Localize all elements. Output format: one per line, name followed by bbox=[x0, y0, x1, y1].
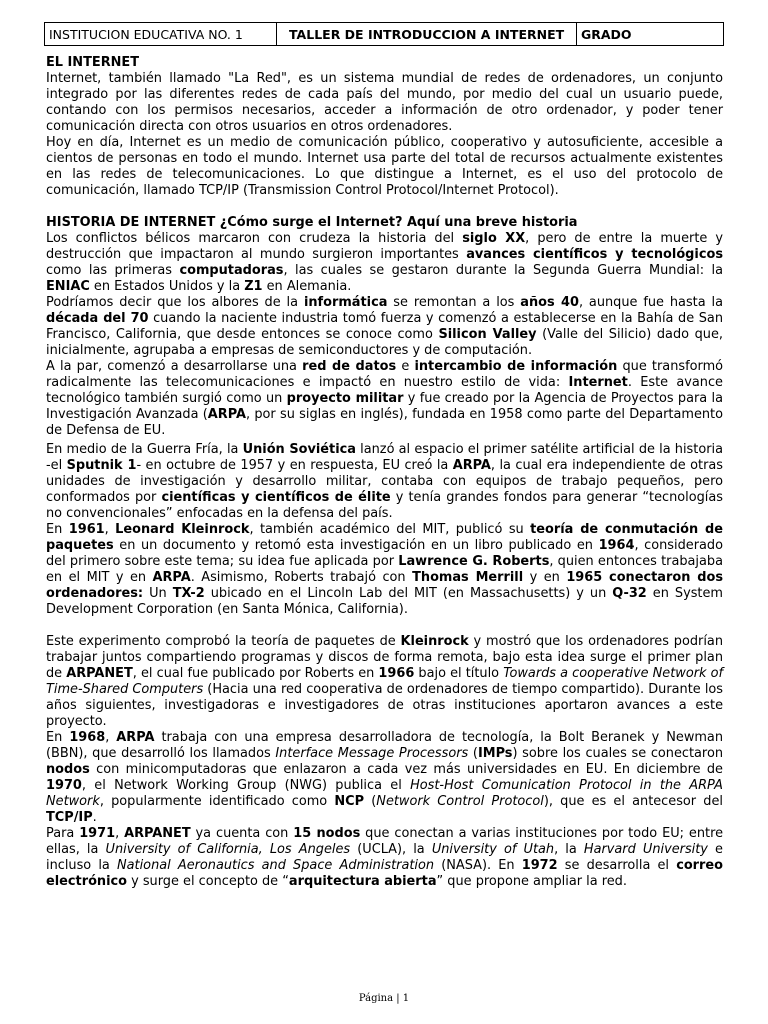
text-run: informática bbox=[303, 295, 388, 310]
text-run: Lawrence G. Roberts bbox=[398, 554, 550, 569]
text-run: arquitectura abierta bbox=[288, 874, 437, 889]
text-run: se desarrolla el bbox=[557, 858, 677, 873]
paragraph-history bbox=[46, 730, 723, 826]
text-run: Los conflictos bélicos marcaron con crudeza la historia del bbox=[46, 231, 463, 246]
text-run: (Valle del Silicio) dado que, inicialmente, agrupaba a empresas de semiconductores y de computación. bbox=[46, 327, 723, 358]
section-title-history: HISTORIA DE INTERNET ¿Cómo surge el Internet? Aquí una breve historia bbox=[46, 215, 578, 230]
text-run: , aunque fue hasta la bbox=[578, 295, 723, 310]
text-run: (NASA). En bbox=[434, 858, 522, 873]
text-run: University of California, Los Angeles bbox=[105, 842, 351, 857]
text-run: correo electrónico bbox=[46, 858, 723, 889]
text-run: y surge el concepto de “ bbox=[127, 874, 289, 889]
text-run: trabaja con una empresa desarrolladora de tecnología, la Bolt Beranek y Newman (BBN), que desarrolló los llamados bbox=[46, 730, 723, 761]
text-run: proyecto militar bbox=[286, 391, 404, 406]
text-run: 1970 bbox=[46, 778, 82, 793]
text-run: . Asimismo, Roberts trabajó con bbox=[190, 570, 413, 585]
text-run: ” que propone ampliar la red. bbox=[436, 874, 627, 889]
text-run: con minicomputadoras que enlazaron a cada vez más universidades en EU. En diciembre de bbox=[89, 762, 723, 777]
page-footer: Página | 1 bbox=[358, 993, 410, 1004]
text-run: Q-32 bbox=[612, 586, 647, 601]
text-run: Silicon Valley bbox=[438, 327, 537, 342]
text-run: computadoras bbox=[179, 263, 284, 278]
text-run: 1965 conectaron dos ordenadores: bbox=[46, 570, 723, 601]
text-run: nodos bbox=[46, 762, 90, 777]
text-run: Leonard Kleinrock bbox=[115, 522, 250, 537]
text-run: y mostró que los ordenadores podrían trabajar juntos compartiendo programas y discos de forma remota, bajo esta idea surge el primer plan de bbox=[46, 634, 723, 681]
text-run: , las cuales se gestaron durante la Segunda Guerra Mundial: la bbox=[283, 263, 723, 278]
text-run: 1964 bbox=[598, 538, 635, 553]
text-run: cuando la naciente industria tomó fuerza y comenzó a establecerse en la Bahía de San Francisco, California, que desde entonces se conoce como bbox=[46, 311, 723, 342]
text-run: 1968 bbox=[69, 730, 106, 745]
text-run: National Aeronautics and Space Administration bbox=[117, 858, 435, 873]
text-run: A la par, comenzó a desarrollarse una bbox=[46, 359, 303, 374]
text-run: En bbox=[46, 730, 70, 745]
text-run: , bbox=[104, 522, 116, 537]
text-run: Towards a cooperative Network of Time-Shared Computers bbox=[46, 666, 724, 697]
text-run: red de datos bbox=[302, 359, 397, 374]
text-run: En medio de la Guerra Fría, la bbox=[46, 442, 243, 457]
text-run: ya cuenta con bbox=[190, 826, 294, 841]
text-run: década del 70 bbox=[46, 311, 149, 326]
document-body bbox=[46, 52, 723, 890]
text-run: en System Development Corporation (en Santa Mónica, California). bbox=[46, 586, 723, 617]
text-run: avances científicos y tecnológicos bbox=[466, 247, 723, 262]
text-run: en un documento y retomó esta investigación en un libro publicado en bbox=[113, 538, 599, 553]
text-run: (UCLA), la bbox=[350, 842, 432, 857]
text-run: , el Network Working Group (NWG) publica el bbox=[81, 778, 411, 793]
paragraph-internet-today: Hoy en día, Internet es un medio de comunicación público, cooperativo y autosuficiente, accesible a cientos de personas en todo el mundo. Internet usa parte del total de recursos actualmente existentes en las redes de telecomunicaciones. Lo que distingue a Internet, es el uso del protocolo de comunicación, llamado TCP/IP (Transmission Control Protocol/Internet Protocol). bbox=[46, 135, 723, 198]
text-run: ( bbox=[364, 794, 377, 809]
paragraph-history bbox=[46, 442, 723, 522]
paragraph-history bbox=[46, 634, 723, 730]
text-run: ARPANET bbox=[66, 666, 133, 681]
text-run: (Hacia una red cooperativa de ordenadores de tiempo compartido). Durante los años siguientes, investigadoras e investigadores de otras instituciones aportaron avances a este proyecto. bbox=[46, 682, 723, 729]
text-run: Para bbox=[46, 826, 80, 841]
text-run: , también académico del MIT, publicó su bbox=[249, 522, 531, 537]
text-run: Un bbox=[143, 586, 173, 601]
text-run: Sputnik 1 bbox=[66, 458, 137, 473]
text-run: Thomas Merrill bbox=[412, 570, 524, 585]
text-run: ARPA bbox=[152, 570, 191, 585]
text-run: y en bbox=[523, 570, 567, 585]
text-run: Harvard University bbox=[583, 842, 708, 857]
text-run: 1972 bbox=[521, 858, 558, 873]
text-run: Host-Host Comunication Protocol in the ARPA Network bbox=[46, 778, 723, 809]
text-run: 1966 bbox=[378, 666, 415, 681]
text-run: Podríamos decir que los albores de la bbox=[46, 295, 304, 310]
paragraph-history bbox=[46, 295, 723, 359]
text-run: , pero de entre la muerte y destrucción que impactaron al mundo surgieron importantes bbox=[46, 231, 724, 262]
text-run: en Estados Unidos y la bbox=[89, 279, 245, 294]
text-run: , popularmente identificado como bbox=[99, 794, 335, 809]
text-run: , considerado del primero sobre este tema; su idea fue aplicada por bbox=[46, 538, 723, 569]
text-run: University of Utah bbox=[431, 842, 555, 857]
text-run: Kleinrock bbox=[400, 634, 469, 649]
text-run: ubicado en el Lincoln Lab del MIT (en Massachusetts) y un bbox=[204, 586, 613, 601]
text-run: intercambio de información bbox=[414, 359, 618, 374]
text-run: bajo el título bbox=[414, 666, 504, 681]
text-run: años 40 bbox=[520, 295, 579, 310]
text-run: Interface Message Processors bbox=[275, 746, 469, 761]
text-run: IMPs bbox=[477, 746, 513, 761]
text-run: y fue creado por la Agencia de Proyectos para la Investigación Avanzada ( bbox=[46, 391, 723, 422]
text-run: e bbox=[396, 359, 415, 374]
text-run: , por su siglas en inglés), fundada en 1958 como parte del Departamento de Defensa de EU. bbox=[46, 407, 723, 438]
text-run: Network Control Protocol bbox=[376, 794, 544, 809]
text-run: 15 nodos bbox=[293, 826, 361, 841]
text-run: - en octubre de 1957 y en respuesta, EU creó la bbox=[136, 458, 453, 473]
workshop-title-cell: TALLER DE INTRODUCCION A INTERNET bbox=[277, 23, 577, 46]
text-run: 1961 bbox=[68, 522, 105, 537]
text-run: ENIAC bbox=[46, 279, 90, 294]
text-run: lanzó al espacio el primer satélite artificial de la historia -el bbox=[46, 442, 723, 473]
text-run: en Alemania. bbox=[262, 279, 352, 294]
text-run: TCP/IP bbox=[46, 810, 93, 825]
text-run: que transformó radicalmente las telecomunicaciones e impactó en nuestro estilo de vida: bbox=[46, 359, 724, 390]
text-run: Internet bbox=[568, 375, 628, 390]
paragraph-history bbox=[46, 359, 723, 439]
institution-cell: INSTITUCION EDUCATIVA NO. 1 bbox=[45, 23, 277, 46]
text-run: que conectan a varias instituciones por todo EU; entre ellas, la bbox=[46, 826, 724, 857]
paragraph-history bbox=[46, 826, 723, 890]
text-run: , el cual fue publicado por Roberts en bbox=[132, 666, 379, 681]
text-run: e incluso la bbox=[46, 842, 723, 873]
text-run: y tenía grandes fondos para generar “tecnologías no convencionales” enfocadas en la defensa del país. bbox=[46, 490, 724, 521]
paragraph-internet-definition: Internet, también llamado "La Red", es un sistema mundial de redes de ordenadores, un conjunto integrado por las diferentes redes de cada país del mundo, por medio del cual un usuario puede, contando con los permisos necesarios, acceder a información de otro ordenador, y poder tener comunicación directa con otros usuarios en otros ordenadores. bbox=[46, 71, 723, 134]
text-run: ARPA bbox=[452, 458, 491, 473]
text-run: NCP bbox=[334, 794, 365, 809]
text-run: . Este avance tecnológico también surgió como un bbox=[46, 375, 723, 406]
text-run: ( bbox=[468, 746, 478, 761]
text-run: siglo XX bbox=[462, 231, 526, 246]
text-run: . bbox=[92, 810, 97, 825]
text-run: Z1 bbox=[244, 279, 263, 294]
paragraph-history bbox=[46, 231, 723, 295]
text-run: se remontan a los bbox=[387, 295, 521, 310]
text-run: , bbox=[105, 730, 117, 745]
text-run: como las primeras bbox=[46, 263, 180, 278]
text-run: , bbox=[115, 826, 125, 841]
text-run: ARPA bbox=[116, 730, 155, 745]
grade-cell: GRADO bbox=[577, 23, 724, 46]
text-run: ARPANET bbox=[124, 826, 191, 841]
text-run: TX-2 bbox=[172, 586, 205, 601]
section-title-internet: EL INTERNET bbox=[46, 55, 140, 70]
text-run: Unión Soviética bbox=[242, 442, 356, 457]
text-run: ) sobre los cuales se conectaron bbox=[512, 746, 724, 761]
text-run: , la cual era independiente de otras unidades de investigación y desarrollo militar, contaba con equipos de trabajo pequeños, pero conformados por bbox=[46, 458, 724, 505]
text-run: , la bbox=[554, 842, 584, 857]
text-run: científicas y científicos de élite bbox=[161, 490, 391, 505]
text-run: teoría de conmutación de paquetes bbox=[46, 522, 723, 553]
text-run: 1971 bbox=[79, 826, 116, 841]
paragraph-history bbox=[46, 522, 723, 618]
header-table bbox=[44, 22, 724, 46]
text-run: Este experimento comprobó la teoría de paquetes de bbox=[46, 634, 401, 649]
text-run: ), que es el antecesor del bbox=[543, 794, 723, 809]
text-run: En bbox=[46, 522, 69, 537]
text-run: , quien entonces trabajaba en el MIT y en bbox=[46, 554, 723, 585]
text-run: ARPA bbox=[207, 407, 246, 422]
